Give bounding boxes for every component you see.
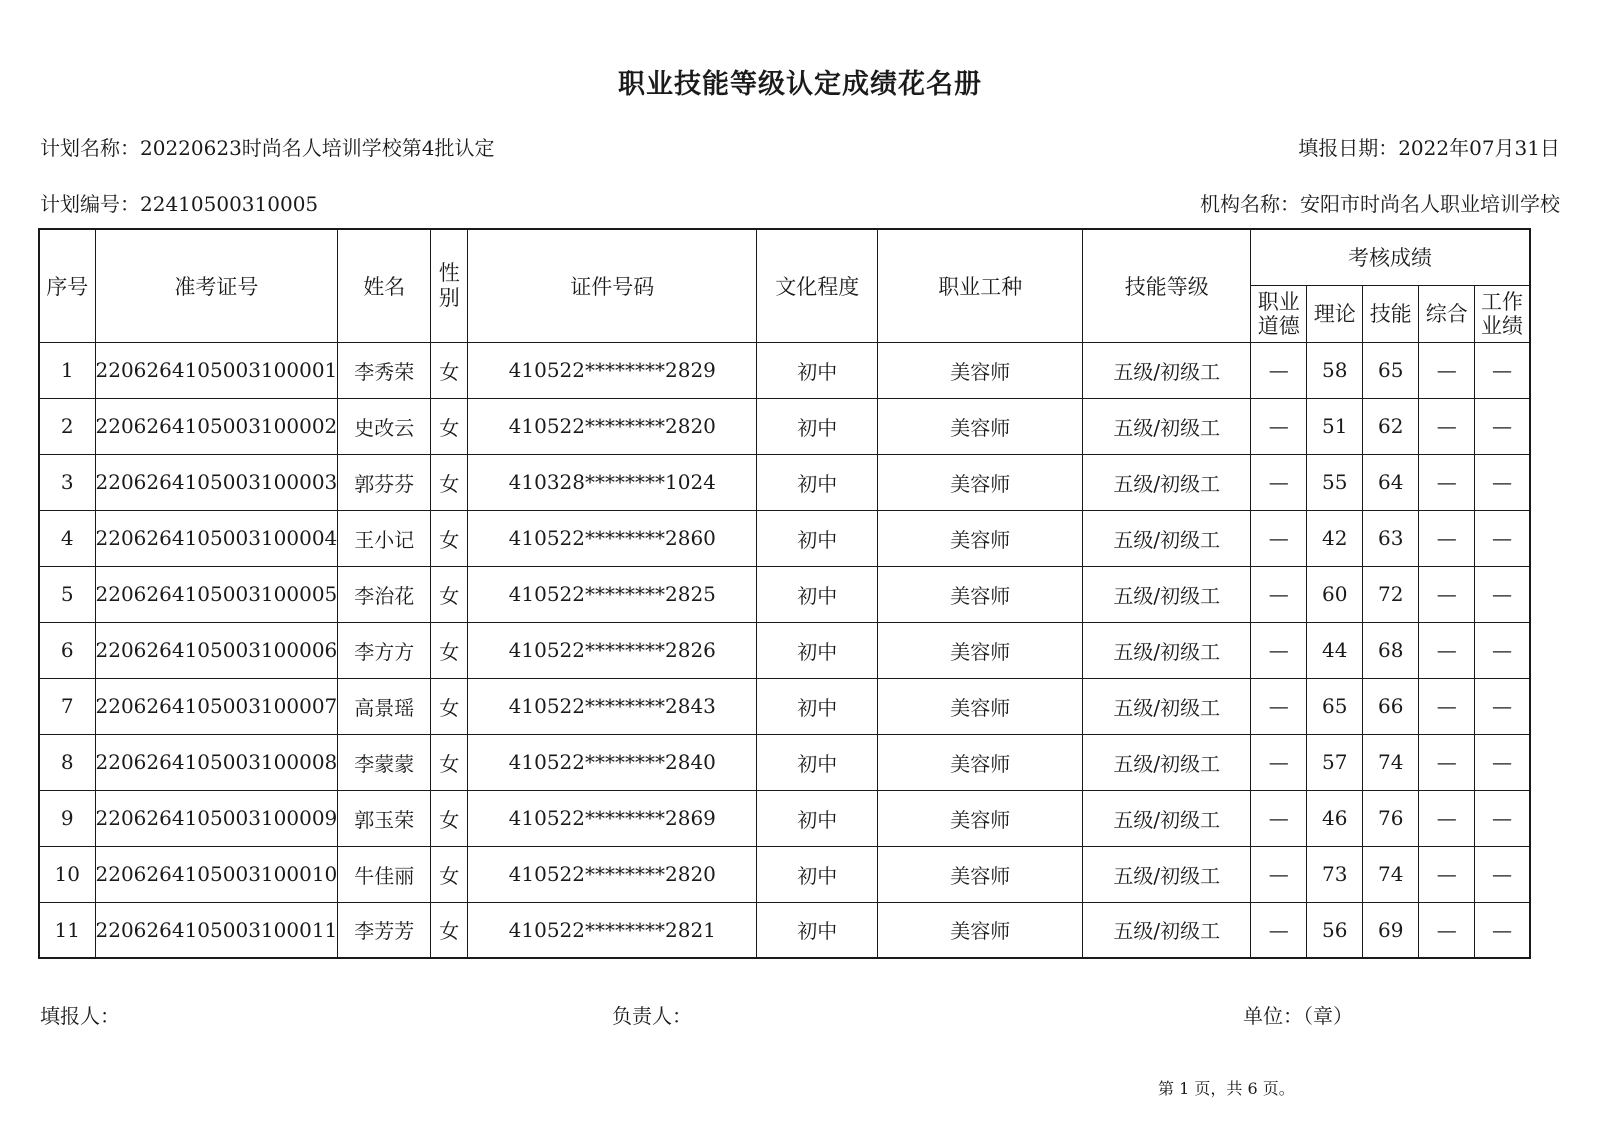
- cell-education: 初中: [757, 510, 878, 566]
- cell-exam-no: 2206264105003100009: [95, 790, 338, 846]
- cell-exam-no: 2206264105003100006: [95, 622, 338, 678]
- cell-name: 郭芬芬: [338, 454, 431, 510]
- cell-education: 初中: [757, 398, 878, 454]
- cell-work: —: [1475, 342, 1530, 398]
- cell-occupation: 美容师: [878, 846, 1083, 902]
- table-row: [39, 846, 1530, 902]
- cell-overall: —: [1419, 622, 1475, 678]
- header-work: [1475, 285, 1530, 342]
- header-skill: 技能: [1363, 285, 1419, 342]
- cell-overall: —: [1419, 398, 1475, 454]
- cell-occupation: 美容师: [878, 734, 1083, 790]
- page-indicator: 第 1 页，共 6 页。: [1158, 1079, 1295, 1098]
- cell-id-no: 410522********2840: [468, 734, 757, 790]
- cell-ethics: —: [1251, 398, 1307, 454]
- cell-occupation: 美容师: [878, 454, 1083, 510]
- cell-gender: 女: [431, 510, 468, 566]
- score-roster-table: [38, 228, 1531, 959]
- header-id-no: 证件号码: [468, 229, 757, 342]
- cell-education: 初中: [757, 678, 878, 734]
- cell-ethics: —: [1251, 790, 1307, 846]
- cell-theory: 58: [1307, 342, 1363, 398]
- cell-skill-level: 五级/初级工: [1083, 398, 1251, 454]
- cell-overall: —: [1419, 342, 1475, 398]
- cell-education: 初中: [757, 566, 878, 622]
- header-seq: 序号: [39, 229, 95, 342]
- cell-skill-level: 五级/初级工: [1083, 622, 1251, 678]
- cell-theory: 60: [1307, 566, 1363, 622]
- header-occupation: 职业工种: [878, 229, 1083, 342]
- cell-seq: 9: [39, 790, 95, 846]
- cell-gender: 女: [431, 902, 468, 958]
- cell-skill: 74: [1363, 734, 1419, 790]
- cell-id-no: 410522********2820: [468, 846, 757, 902]
- header-work-line2: 业绩: [1481, 313, 1524, 338]
- cell-work: —: [1475, 790, 1530, 846]
- cell-work: —: [1475, 398, 1530, 454]
- header-work-line1: 工作: [1481, 289, 1524, 314]
- cell-theory: 56: [1307, 902, 1363, 958]
- cell-work: —: [1475, 734, 1530, 790]
- cell-skill-level: 五级/初级工: [1083, 790, 1251, 846]
- cell-name: 李蒙蒙: [338, 734, 431, 790]
- cell-ethics: —: [1251, 846, 1307, 902]
- cell-occupation: 美容师: [878, 902, 1083, 958]
- cell-occupation: 美容师: [878, 510, 1083, 566]
- table-row: [39, 510, 1530, 566]
- cell-gender: 女: [431, 398, 468, 454]
- cell-exam-no: 2206264105003100008: [95, 734, 338, 790]
- cell-skill: 72: [1363, 566, 1419, 622]
- plan-number: 计划编号：22410500310005: [40, 192, 319, 216]
- cell-seq: 2: [39, 398, 95, 454]
- cell-work: —: [1475, 566, 1530, 622]
- document-title: 职业技能等级认定成绩花名册: [618, 69, 982, 100]
- cell-theory: 57: [1307, 734, 1363, 790]
- cell-skill-level: 五级/初级工: [1083, 342, 1251, 398]
- cell-ethics: —: [1251, 454, 1307, 510]
- cell-skill-level: 五级/初级工: [1083, 846, 1251, 902]
- header-skill-level: 技能等级: [1083, 229, 1251, 342]
- responsible-label: 负责人：: [612, 1004, 692, 1028]
- cell-occupation: 美容师: [878, 678, 1083, 734]
- cell-name: 郭玉荣: [338, 790, 431, 846]
- cell-gender: 女: [431, 454, 468, 510]
- cell-seq: 10: [39, 846, 95, 902]
- cell-ethics: —: [1251, 734, 1307, 790]
- cell-overall: —: [1419, 790, 1475, 846]
- table-row: [39, 622, 1530, 678]
- cell-theory: 73: [1307, 846, 1363, 902]
- cell-skill: 66: [1363, 678, 1419, 734]
- plan-name: 计划名称：20220623时尚名人培训学校第4批认定: [40, 136, 495, 160]
- cell-seq: 11: [39, 902, 95, 958]
- cell-theory: 42: [1307, 510, 1363, 566]
- cell-skill: 64: [1363, 454, 1419, 510]
- table-row: [39, 398, 1530, 454]
- header-education: 文化程度: [757, 229, 878, 342]
- cell-id-no: 410522********2826: [468, 622, 757, 678]
- table-row: [39, 790, 1530, 846]
- cell-id-no: 410522********2860: [468, 510, 757, 566]
- cell-theory: 65: [1307, 678, 1363, 734]
- table-row: [39, 566, 1530, 622]
- cell-name: 王小记: [338, 510, 431, 566]
- cell-work: —: [1475, 902, 1530, 958]
- cell-skill: 63: [1363, 510, 1419, 566]
- cell-name: 李治花: [338, 566, 431, 622]
- cell-ethics: —: [1251, 566, 1307, 622]
- filler-label: 填报人：: [40, 1004, 120, 1028]
- cell-exam-no: 2206264105003100001: [95, 342, 338, 398]
- cell-exam-no: 2206264105003100007: [95, 678, 338, 734]
- header-gender-line1: 性: [438, 260, 460, 285]
- cell-skill-level: 五级/初级工: [1083, 510, 1251, 566]
- header-gender-line2: 别: [438, 285, 460, 310]
- cell-name: 李芳芳: [338, 902, 431, 958]
- table-row: [39, 734, 1530, 790]
- cell-name: 高景瑶: [338, 678, 431, 734]
- cell-education: 初中: [757, 734, 878, 790]
- cell-id-no: 410328********1024: [468, 454, 757, 510]
- cell-seq: 1: [39, 342, 95, 398]
- cell-gender: 女: [431, 342, 468, 398]
- cell-ethics: —: [1251, 902, 1307, 958]
- header-ethics-line1: 职业: [1257, 289, 1300, 314]
- header-exam-no: 准考证号: [95, 229, 338, 342]
- cell-name: 史改云: [338, 398, 431, 454]
- organization-name: 机构名称：安阳市时尚名人职业培训学校: [1200, 192, 1560, 216]
- cell-gender: 女: [431, 566, 468, 622]
- header-name: 姓名: [338, 229, 431, 342]
- cell-skill: 62: [1363, 398, 1419, 454]
- cell-theory: 55: [1307, 454, 1363, 510]
- report-date: 填报日期：2022年07月31日: [1298, 136, 1560, 160]
- cell-occupation: 美容师: [878, 398, 1083, 454]
- cell-gender: 女: [431, 678, 468, 734]
- cell-skill-level: 五级/初级工: [1083, 902, 1251, 958]
- cell-education: 初中: [757, 454, 878, 510]
- cell-skill: 76: [1363, 790, 1419, 846]
- cell-work: —: [1475, 510, 1530, 566]
- cell-ethics: —: [1251, 342, 1307, 398]
- cell-work: —: [1475, 846, 1530, 902]
- cell-exam-no: 2206264105003100002: [95, 398, 338, 454]
- cell-work: —: [1475, 622, 1530, 678]
- header-ethics: [1251, 285, 1307, 342]
- cell-occupation: 美容师: [878, 622, 1083, 678]
- cell-overall: —: [1419, 846, 1475, 902]
- roster-body: [39, 342, 1530, 958]
- cell-theory: 44: [1307, 622, 1363, 678]
- cell-seq: 4: [39, 510, 95, 566]
- cell-gender: 女: [431, 622, 468, 678]
- cell-exam-no: 2206264105003100010: [95, 846, 338, 902]
- cell-skill-level: 五级/初级工: [1083, 566, 1251, 622]
- cell-ethics: —: [1251, 622, 1307, 678]
- cell-exam-no: 2206264105003100011: [95, 902, 338, 958]
- cell-overall: —: [1419, 678, 1475, 734]
- table-row: [39, 454, 1530, 510]
- cell-skill-level: 五级/初级工: [1083, 678, 1251, 734]
- cell-skill-level: 五级/初级工: [1083, 734, 1251, 790]
- header-theory: 理论: [1307, 285, 1363, 342]
- cell-theory: 46: [1307, 790, 1363, 846]
- cell-exam-no: 2206264105003100005: [95, 566, 338, 622]
- cell-skill: 74: [1363, 846, 1419, 902]
- cell-name: 李方方: [338, 622, 431, 678]
- cell-id-no: 410522********2825: [468, 566, 757, 622]
- cell-skill: 65: [1363, 342, 1419, 398]
- cell-seq: 8: [39, 734, 95, 790]
- cell-seq: 5: [39, 566, 95, 622]
- cell-gender: 女: [431, 734, 468, 790]
- cell-ethics: —: [1251, 510, 1307, 566]
- cell-education: 初中: [757, 790, 878, 846]
- cell-seq: 7: [39, 678, 95, 734]
- cell-id-no: 410522********2820: [468, 398, 757, 454]
- cell-gender: 女: [431, 790, 468, 846]
- table-row: [39, 902, 1530, 958]
- cell-work: —: [1475, 454, 1530, 510]
- cell-gender: 女: [431, 846, 468, 902]
- cell-id-no: 410522********2829: [468, 342, 757, 398]
- cell-occupation: 美容师: [878, 342, 1083, 398]
- cell-skill-level: 五级/初级工: [1083, 454, 1251, 510]
- cell-occupation: 美容师: [878, 790, 1083, 846]
- header-scores: 考核成绩: [1251, 229, 1530, 285]
- cell-education: 初中: [757, 902, 878, 958]
- cell-skill: 69: [1363, 902, 1419, 958]
- cell-id-no: 410522********2869: [468, 790, 757, 846]
- cell-overall: —: [1419, 510, 1475, 566]
- cell-name: 李秀荣: [338, 342, 431, 398]
- cell-exam-no: 2206264105003100003: [95, 454, 338, 510]
- cell-seq: 3: [39, 454, 95, 510]
- header-gender: [431, 229, 468, 342]
- cell-overall: —: [1419, 902, 1475, 958]
- table-row: [39, 678, 1530, 734]
- cell-education: 初中: [757, 846, 878, 902]
- cell-occupation: 美容师: [878, 566, 1083, 622]
- cell-id-no: 410522********2821: [468, 902, 757, 958]
- cell-name: 牛佳丽: [338, 846, 431, 902]
- cell-overall: —: [1419, 734, 1475, 790]
- table-row: [39, 342, 1530, 398]
- cell-id-no: 410522********2843: [468, 678, 757, 734]
- cell-skill: 68: [1363, 622, 1419, 678]
- cell-education: 初中: [757, 342, 878, 398]
- cell-theory: 51: [1307, 398, 1363, 454]
- cell-exam-no: 2206264105003100004: [95, 510, 338, 566]
- header-overall: 综合: [1419, 285, 1475, 342]
- cell-work: —: [1475, 678, 1530, 734]
- cell-seq: 6: [39, 622, 95, 678]
- cell-ethics: —: [1251, 678, 1307, 734]
- header-ethics-line2: 道德: [1257, 313, 1300, 338]
- cell-overall: —: [1419, 566, 1475, 622]
- cell-overall: —: [1419, 454, 1475, 510]
- unit-seal-label: 单位：（章）: [1243, 1004, 1353, 1028]
- cell-education: 初中: [757, 622, 878, 678]
